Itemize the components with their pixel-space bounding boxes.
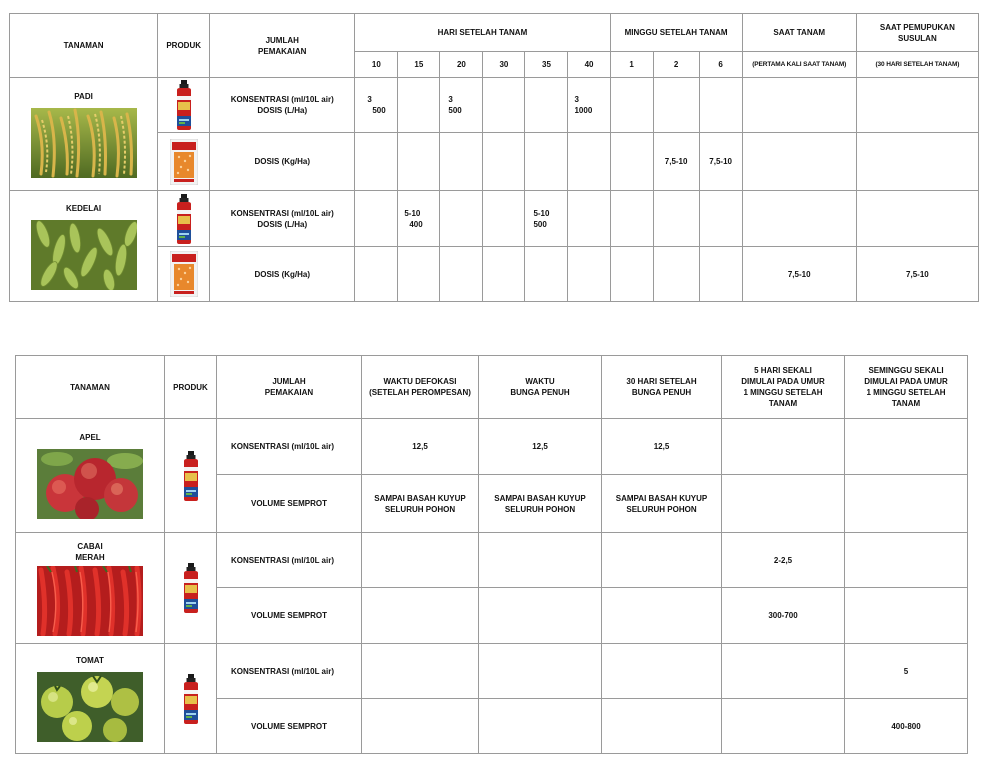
product-bottle-icon <box>180 563 202 613</box>
header-jumlah-pemakaian: JUMLAH PEMAKAIAN <box>210 14 355 78</box>
tomat-k-seminggu: 5 <box>845 644 968 699</box>
padi-minggu-2: 7,5-10 <box>653 133 699 191</box>
crop-name-kedelai: KEDELAI <box>66 203 102 213</box>
tomat-label-volume: VOLUME SEMPROT <box>217 699 362 754</box>
header-tanaman: TANAMAN <box>10 14 158 78</box>
product-bag-icon <box>170 251 198 297</box>
label-dosis-kg-padi: DOSIS (Kg/Ha) <box>210 133 355 191</box>
table-apel-cabai-tomat <box>15 355 968 754</box>
header2-30-hari: 30 HARI SETELAH BUNGA PENUH <box>602 356 722 419</box>
crop-name-cabai: CABAI MERAH <box>75 541 105 562</box>
header2-seminggu-sekali: SEMINGGU SEKALI DIMULAI PADA UMUR 1 MINGGU SETELAH TANAM <box>845 356 968 419</box>
product-cell-padi-granule <box>158 133 210 191</box>
cabai-label-konsentrasi: KONSENTRASI (ml/10L air) <box>217 533 362 588</box>
apel-v-defokasi: SAMPAI BASAH KUYUP SELURUH POHON <box>362 475 479 533</box>
padi-hari-10: 3 500 <box>355 78 398 133</box>
col-hari-40: 40 <box>568 52 610 78</box>
header-produk: PRODUK <box>158 14 210 78</box>
product-cell-cabai <box>165 533 217 644</box>
table-padi-kedelai <box>9 13 979 302</box>
kedelai-saat-tanam: 7,5-10 <box>742 247 856 302</box>
product-cell-kedelai-liquid <box>158 191 210 247</box>
header-hari-setelah-tanam: HARI SETELAH TANAM <box>355 14 610 52</box>
apel-v-bunga: SAMPAI BASAH KUYUP SELURUH POHON <box>479 475 602 533</box>
apel-k-defokasi: 12,5 <box>362 419 479 475</box>
col-saat-pemupukan-sub: (30 HARI SETELAH TANAM) <box>856 52 978 78</box>
product-cell-padi-liquid <box>158 78 210 133</box>
col-minggu-6: 6 <box>699 52 742 78</box>
kedelai-hari-15: 5-10 400 <box>398 191 440 247</box>
crop-cell-kedelai <box>10 191 158 302</box>
apel-k-30hari: 12,5 <box>602 419 722 475</box>
header-saat-pemupukan-susulan: SAAT PEMUPUKAN SUSULAN <box>856 14 978 52</box>
crop-cell-tomat <box>16 644 165 754</box>
padi-hari-20: 3 500 <box>440 78 483 133</box>
product-bottle-icon <box>180 451 202 501</box>
col-hari-20: 20 <box>440 52 483 78</box>
col-minggu-1: 1 <box>610 52 653 78</box>
col-hari-30: 30 <box>483 52 525 78</box>
cabai-v-lima: 300-700 <box>722 588 845 644</box>
crop-cell-apel <box>16 419 165 533</box>
tomat-v-seminggu: 400-800 <box>845 699 968 754</box>
crop-name-tomat: TOMAT <box>76 656 104 665</box>
apel-k-bunga: 12,5 <box>479 419 602 475</box>
rice-photo <box>31 108 137 178</box>
product-bottle-icon <box>173 80 195 130</box>
crop-name-padi: PADI <box>74 91 93 101</box>
chili-photo <box>37 566 143 636</box>
col-hari-10: 10 <box>355 52 398 78</box>
soybean-photo <box>31 220 137 290</box>
apel-label-konsentrasi: KONSENTRASI (ml/10L air) <box>217 419 362 475</box>
tomato-photo <box>37 672 143 742</box>
apple-photo <box>37 449 143 519</box>
col-minggu-2: 2 <box>653 52 699 78</box>
product-cell-apel <box>165 419 217 533</box>
product-bottle-icon <box>180 674 202 724</box>
product-bottle-icon <box>173 194 195 244</box>
header2-waktu-defokasi: WAKTU DEFOKASI (SETELAH PEROMPESAN) <box>362 356 479 419</box>
crop-name-apel: APEL <box>79 433 101 442</box>
product-cell-tomat <box>165 644 217 754</box>
cabai-label-volume: VOLUME SEMPROT <box>217 588 362 644</box>
tomat-label-konsentrasi: KONSENTRASI (ml/10L air) <box>217 644 362 699</box>
header2-jumlah-pemakaian: JUMLAH PEMAKAIAN <box>217 356 362 419</box>
product-bag-icon <box>170 139 198 185</box>
col-hari-35: 35 <box>525 52 568 78</box>
crop-cell-cabai <box>16 533 165 644</box>
header2-5-hari-sekali: 5 HARI SEKALI DIMULAI PADA UMUR 1 MINGGU SETELAH TANAM <box>722 356 845 419</box>
label-dosis-kg-kedelai: DOSIS (Kg/Ha) <box>210 247 355 302</box>
apel-v-30hari: SAMPAI BASAH KUYUP SELURUH POHON <box>602 475 722 533</box>
header2-produk: PRODUK <box>165 356 217 419</box>
cabai-k-lima: 2-2,5 <box>722 533 845 588</box>
kedelai-saat-pemupukan: 7,5-10 <box>856 247 978 302</box>
padi-hari-40: 3 1000 <box>568 78 610 133</box>
apel-label-volume: VOLUME SEMPROT <box>217 475 362 533</box>
kedelai-hari-35: 5-10 500 <box>525 191 568 247</box>
col-hari-15: 15 <box>398 52 440 78</box>
header2-waktu-bunga-penuh: WAKTU BUNGA PENUH <box>479 356 602 419</box>
header2-tanaman: TANAMAN <box>16 356 165 419</box>
col-saat-tanam-sub: (PERTAMA KALI SAAT TANAM) <box>742 52 856 78</box>
product-cell-kedelai-granule <box>158 247 210 302</box>
label-konsentrasi-dosis-padi: KONSENTRASI (ml/10L air) DOSIS (L/Ha) <box>210 78 355 133</box>
header-saat-tanam: SAAT TANAM <box>742 14 856 52</box>
label-konsentrasi-dosis-kedelai: KONSENTRASI (ml/10L air) DOSIS (L/Ha) <box>210 191 355 247</box>
padi-minggu-6: 7,5-10 <box>699 133 742 191</box>
crop-cell-padi <box>10 78 158 191</box>
header-minggu-setelah-tanam: MINGGU SETELAH TANAM <box>610 14 742 52</box>
